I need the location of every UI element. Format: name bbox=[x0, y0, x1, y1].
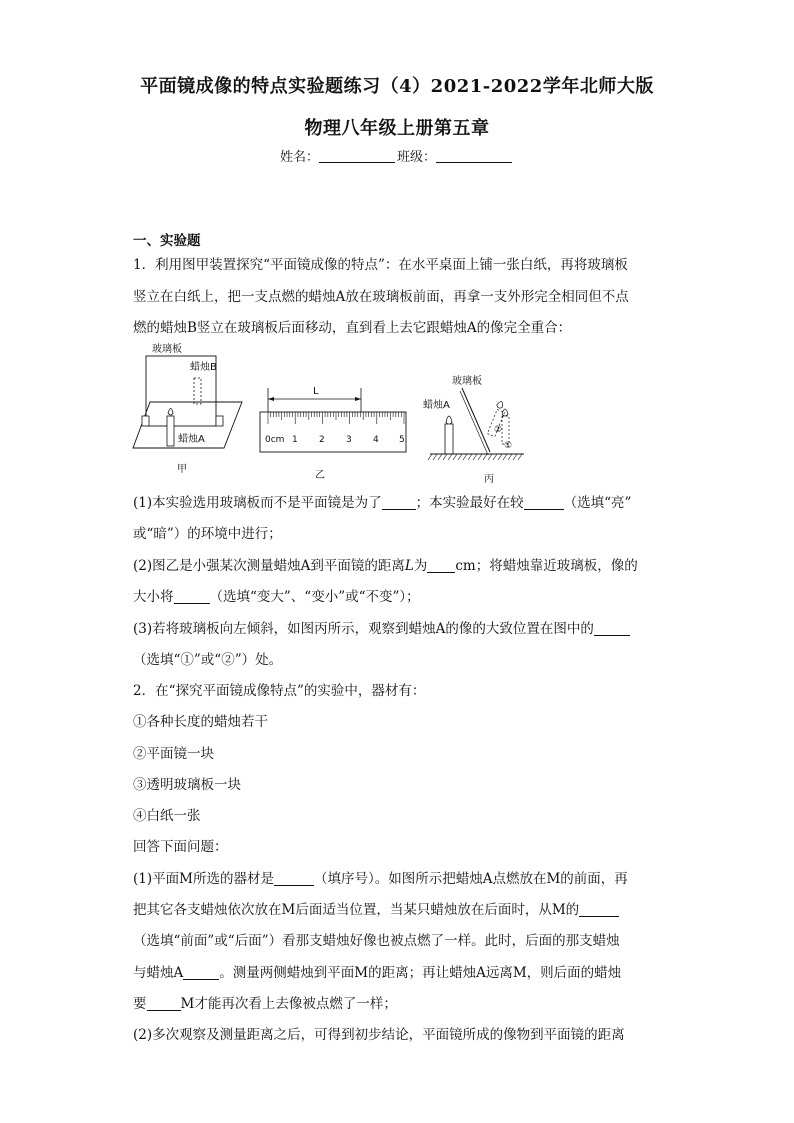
q2-part1-blank2[interactable] bbox=[579, 903, 619, 917]
hatch-line bbox=[493, 454, 497, 460]
ruler-tick-label-3: 3 bbox=[346, 435, 352, 445]
image-position-1 bbox=[502, 416, 509, 444]
q1-part3-blank[interactable] bbox=[594, 622, 630, 636]
class-blank[interactable] bbox=[436, 150, 512, 163]
fig-yi-caption: 乙 bbox=[315, 470, 325, 481]
hatch-line bbox=[453, 454, 457, 460]
q2-part1-line1: (1)平面M所选的器材是 （填序号）。如图所示把蜡烛A点燃放在M的前面，再 bbox=[133, 871, 628, 887]
q1-part2-blank2[interactable] bbox=[174, 590, 210, 604]
q1-part3-line1: (3)若将玻璃板向左倾斜，如图丙所示，观察到蜡烛A的像的大致位置在图中的 bbox=[133, 620, 630, 638]
q2-item-4: ④白纸一张 bbox=[133, 808, 201, 824]
ruler-tick-label-0: 0cm bbox=[265, 435, 285, 445]
q1-part1-line1: (1)本实验选用玻璃板而不是平面镜是为了 ；本实验最好在较 （选填“亮” bbox=[133, 495, 632, 511]
hatch-line bbox=[513, 454, 517, 460]
candle-a-flame bbox=[168, 409, 173, 416]
ruler-tick-label-2: 2 bbox=[319, 435, 325, 445]
name-label: 姓名： bbox=[279, 150, 319, 165]
figure-jia bbox=[130, 338, 248, 480]
fig-bing-caption: 丙 bbox=[484, 474, 494, 485]
ruler-tick-label-4: 4 bbox=[373, 435, 379, 445]
hatch-line bbox=[468, 454, 472, 460]
q2-part1-line4: 与蜡烛A 。测量两侧蜡烛到平面M的距离；再让蜡烛A远离M，则后面的蜡烛 bbox=[133, 965, 622, 981]
name-class-row bbox=[0, 146, 794, 165]
fig-bing-mark-1: ① bbox=[504, 441, 513, 451]
figure-bing bbox=[420, 370, 530, 488]
hatch-line bbox=[438, 454, 442, 460]
support-block-left bbox=[142, 416, 149, 426]
hatch-line bbox=[448, 454, 452, 460]
q2-part1-blank1[interactable] bbox=[274, 872, 314, 886]
q2-item-3: ③透明玻璃板一块 bbox=[133, 777, 241, 793]
q1-part3-line2: （选填“①”或“②”）处。 bbox=[133, 652, 283, 668]
fig-bing-mark-2: ② bbox=[494, 425, 503, 435]
figure-yi bbox=[258, 382, 410, 482]
hatch-line bbox=[443, 454, 447, 460]
section-heading: 一、实验题 bbox=[133, 233, 201, 249]
q1-part2-blank1[interactable] bbox=[427, 559, 455, 573]
q2-part1-blank3[interactable] bbox=[183, 966, 219, 980]
page-title-line1: 平面镜成像的特点实验题练习（4）2021-2022学年北师大版 bbox=[140, 76, 654, 97]
fig-bing-glass-label: 玻璃板 bbox=[452, 376, 482, 387]
q1-part2-line2: 大小将 （选填“变大”、“变小”或“不变”）； bbox=[133, 589, 420, 605]
q2-prompt: 回答下面问题： bbox=[133, 839, 228, 855]
hatch-line bbox=[503, 454, 507, 460]
q2-part2-line1: (2)多次观察及测量距离之后，可得到初步结论，平面镜所成的像物到平面镜的距离 bbox=[133, 1027, 625, 1043]
name-blank[interactable] bbox=[319, 150, 395, 163]
q1-part1-blank1[interactable] bbox=[382, 496, 416, 510]
class-label: 班级： bbox=[397, 150, 437, 165]
q1-stem-line1: 1．利用图甲装置探究“平面镜成像的特点”：在水平桌面上铺一张白纸，再将玻璃板 bbox=[133, 257, 628, 273]
ruler-tick-label-1: 1 bbox=[292, 435, 298, 445]
q2-part1-line2: 把其它各支蜡烛依次放在M后面适当位置，当某只蜡烛放在后面时，从M的 bbox=[133, 901, 619, 919]
hatch-line bbox=[428, 454, 432, 460]
q2-part1-line5: 要 M才能再次看上去像被点燃了一样； bbox=[133, 996, 397, 1012]
candle-b-shape bbox=[194, 378, 201, 404]
q1-part2-line1: (2)图乙是小强某次测量蜡烛A到平面镜的距离L为 cm；将蜡烛靠近玻璃板，像的 bbox=[133, 558, 638, 574]
hatch-line bbox=[458, 454, 462, 460]
bing-candle-flame bbox=[446, 416, 452, 425]
page-title-line2: 物理八年级上册第五章 bbox=[304, 118, 490, 139]
hatch-line bbox=[463, 454, 467, 460]
bing-candle-shape bbox=[445, 424, 453, 454]
q1-part1-line2: 或“暗”）的环境中进行； bbox=[133, 526, 282, 542]
hatch-line bbox=[518, 454, 522, 460]
fig-jia-glass-label: 玻璃板 bbox=[152, 344, 182, 355]
hatch-line bbox=[478, 454, 482, 460]
hatch-line bbox=[473, 454, 477, 460]
q2-item-1: ①各种长度的蜡烛若干 bbox=[133, 714, 268, 730]
q2-stem: 2．在“探究平面镜成像特点”的实验中，器材有： bbox=[133, 683, 426, 699]
fig-jia-candle-a-label: 蜡烛A bbox=[178, 434, 205, 445]
tilted-glass-shape bbox=[462, 388, 490, 452]
q2-item-2: ②平面镜一块 bbox=[133, 746, 214, 762]
hatch-line bbox=[508, 454, 512, 460]
ruler-tick-label-5: 5 bbox=[399, 435, 405, 445]
hatch-line bbox=[483, 454, 487, 460]
q1-stem-line2: 竖立在白纸上，把一支点燃的蜡烛A放在玻璃板前面，再拿一支外形完全相同但不点 bbox=[133, 289, 629, 305]
hatch-line bbox=[488, 454, 492, 460]
fig-jia-candle-b-label: 蜡烛B bbox=[190, 362, 217, 373]
fig-jia-caption: 甲 bbox=[177, 464, 187, 475]
q1-stem-line3: 燃的蜡烛B竖立在玻璃板后面移动，直到看上去它跟蜡烛A的像完全重合： bbox=[133, 320, 572, 336]
table-hatching bbox=[428, 454, 522, 460]
fig-bing-candle-label: 蜡烛A bbox=[423, 400, 450, 411]
q2-part1-blank4[interactable] bbox=[147, 997, 181, 1011]
hatch-line bbox=[433, 454, 437, 460]
support-block-right bbox=[216, 416, 223, 426]
q2-part1-line3: （选填“前面”或“后面”）看那支蜡烛好像也被点燃了一样。此时，后面的那支蜡烛 bbox=[133, 933, 620, 949]
candle-a-shape bbox=[167, 416, 174, 446]
q1-part1-blank2[interactable] bbox=[524, 496, 564, 510]
fig-yi-length-label: L bbox=[313, 386, 319, 397]
hatch-line bbox=[498, 454, 502, 460]
